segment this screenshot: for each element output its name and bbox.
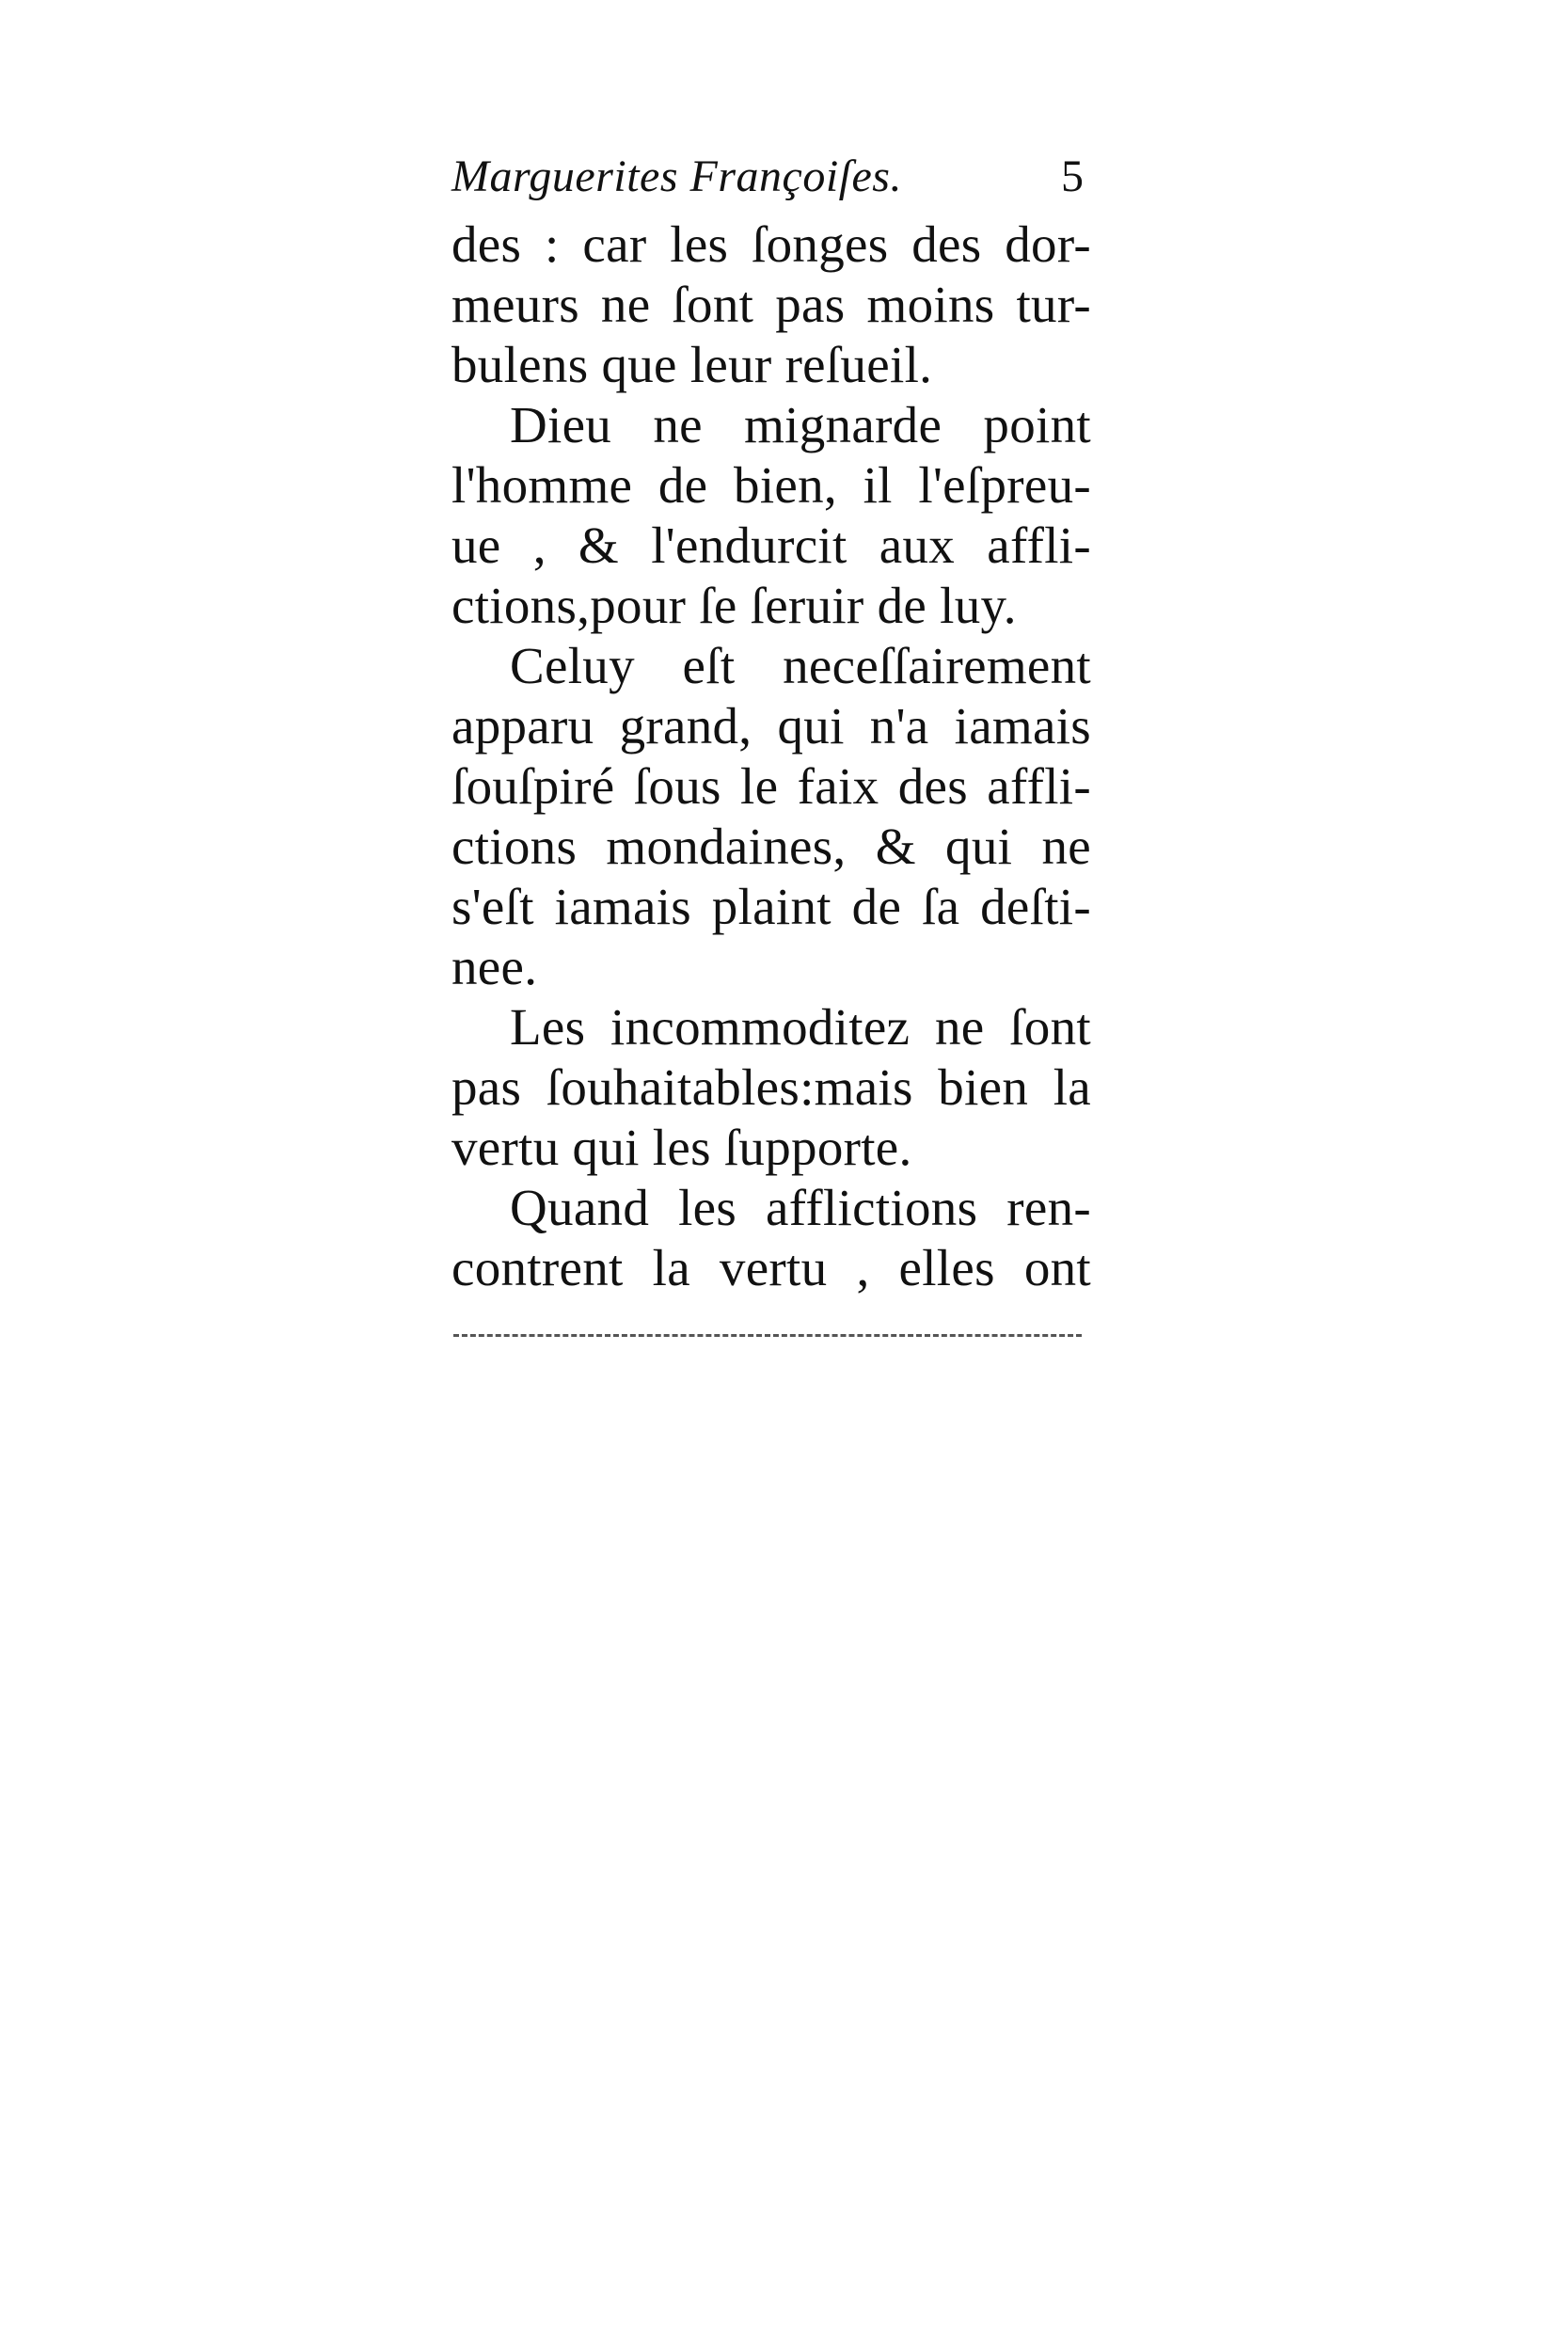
text-line: apparu grand, qui n'a iamais [451, 697, 1091, 755]
text-line: pas ſouhaitables:mais bien la [451, 1058, 1091, 1116]
text-line: ctions,pour ſe ſeruir de luy. [451, 577, 1017, 634]
text-line: bulens que leur reſueil. [451, 336, 933, 393]
text-line: ctions mondaines, & qui ne [451, 818, 1091, 875]
text-line: des : car les ſonges des dor- [451, 215, 1091, 273]
text-line: s'eſt iamais plaint de ſa deſti- [451, 878, 1091, 935]
text-line: nee. [451, 938, 538, 995]
text-line: l'homme de bien, il l'eſpreu- [451, 456, 1091, 514]
text-line: meurs ne ſont pas moins tur- [451, 276, 1091, 333]
running-head [451, 151, 1091, 209]
text-line: ue , & l'endurcit aux affli- [451, 516, 1091, 574]
text-line: Celuy eſt neceſſairement [510, 637, 1091, 694]
running-head-title: Marguerites Françoiſes. [451, 151, 902, 201]
text-line: contrent la vertu , elles ont [451, 1239, 1091, 1296]
page-number: 5 [1061, 151, 1084, 201]
text-line: Quand les afflictions ren- [510, 1179, 1091, 1236]
bottom-rule [453, 1334, 1082, 1337]
text-line: Les incommoditez ne ſont [510, 998, 1091, 1056]
text-line: Dieu ne mignarde point [510, 396, 1091, 453]
text-block [451, 151, 1091, 1298]
text-line: ſouſpiré ſous le faix des affli- [451, 757, 1091, 815]
text-line: vertu qui les ſupporte. [451, 1119, 912, 1176]
